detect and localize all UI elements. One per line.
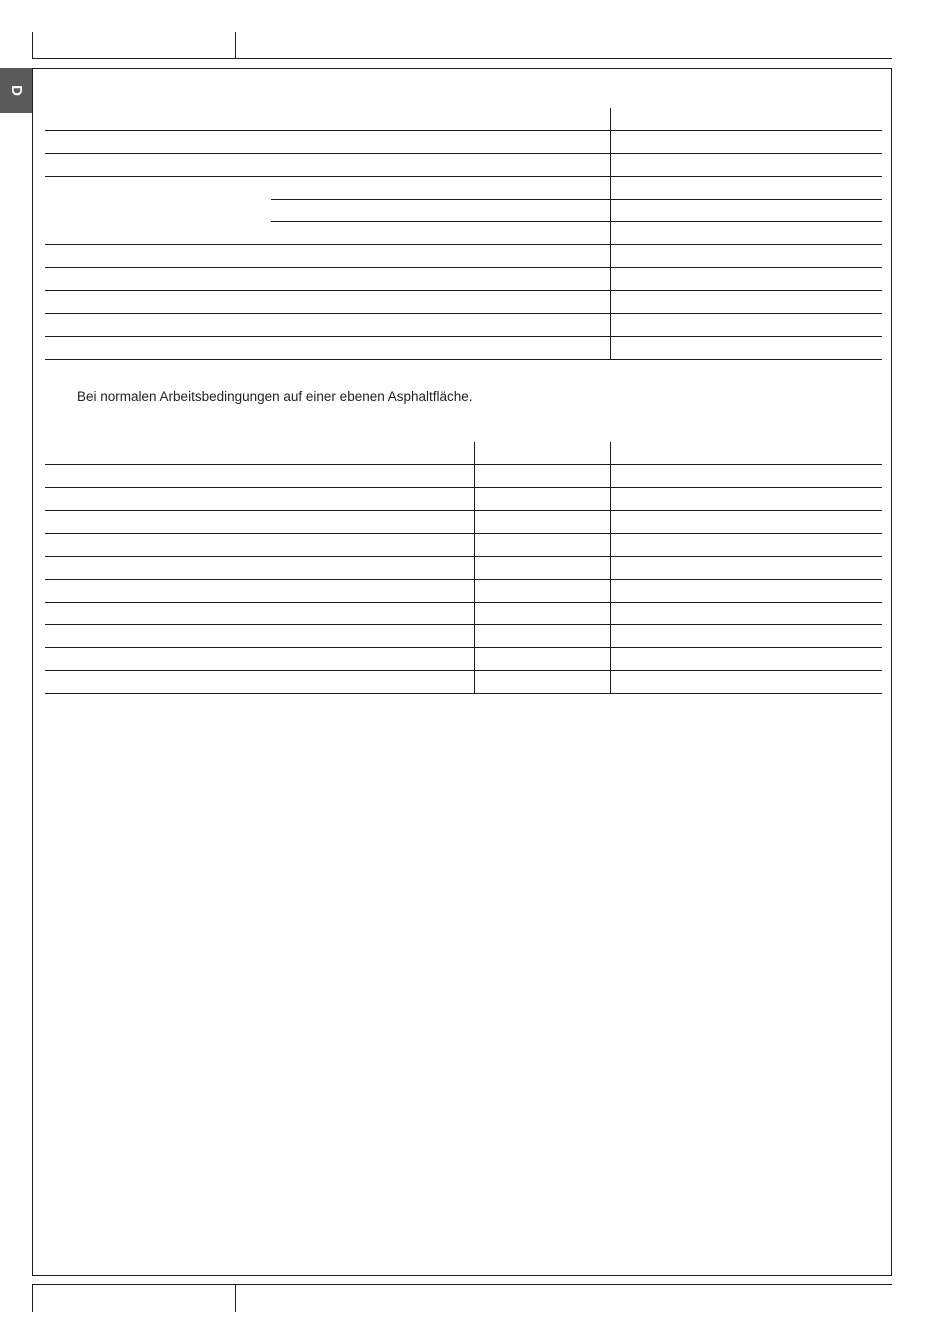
table-1-col-divider [610,108,611,359]
footer-rule [32,1284,892,1285]
table-row [45,624,882,625]
footer-frame-left [32,1284,33,1312]
table-row [45,602,882,603]
table-row [45,693,882,694]
header-frame-left [32,32,33,59]
table-row [45,359,882,360]
table-row [45,487,882,488]
table-row [271,221,882,222]
table-row [45,153,882,154]
table-row [45,130,882,131]
table-row [45,579,882,580]
language-tab [0,68,32,113]
table-row [45,556,882,557]
header-rule [32,58,892,59]
table-row [45,290,882,291]
table-row [45,267,882,268]
table-row [45,510,882,511]
table-row [45,176,882,177]
footer-frame-divider [235,1284,236,1312]
table-row [45,533,882,534]
table-row [45,336,882,337]
header-frame-divider [235,32,236,59]
table-row [271,199,882,200]
table-row [45,647,882,648]
table-2-col-divider [610,442,611,693]
table-row [45,464,882,465]
table-row [45,244,882,245]
note-text: Bei normalen Arbeitsbedingungen auf einer ebenen Asphaltfläche. [77,389,473,404]
language-tab-label: D [7,85,25,96]
table-2-col-divider [474,442,475,693]
table-row [45,670,882,671]
content-frame [32,68,892,1276]
table-row [45,313,882,314]
